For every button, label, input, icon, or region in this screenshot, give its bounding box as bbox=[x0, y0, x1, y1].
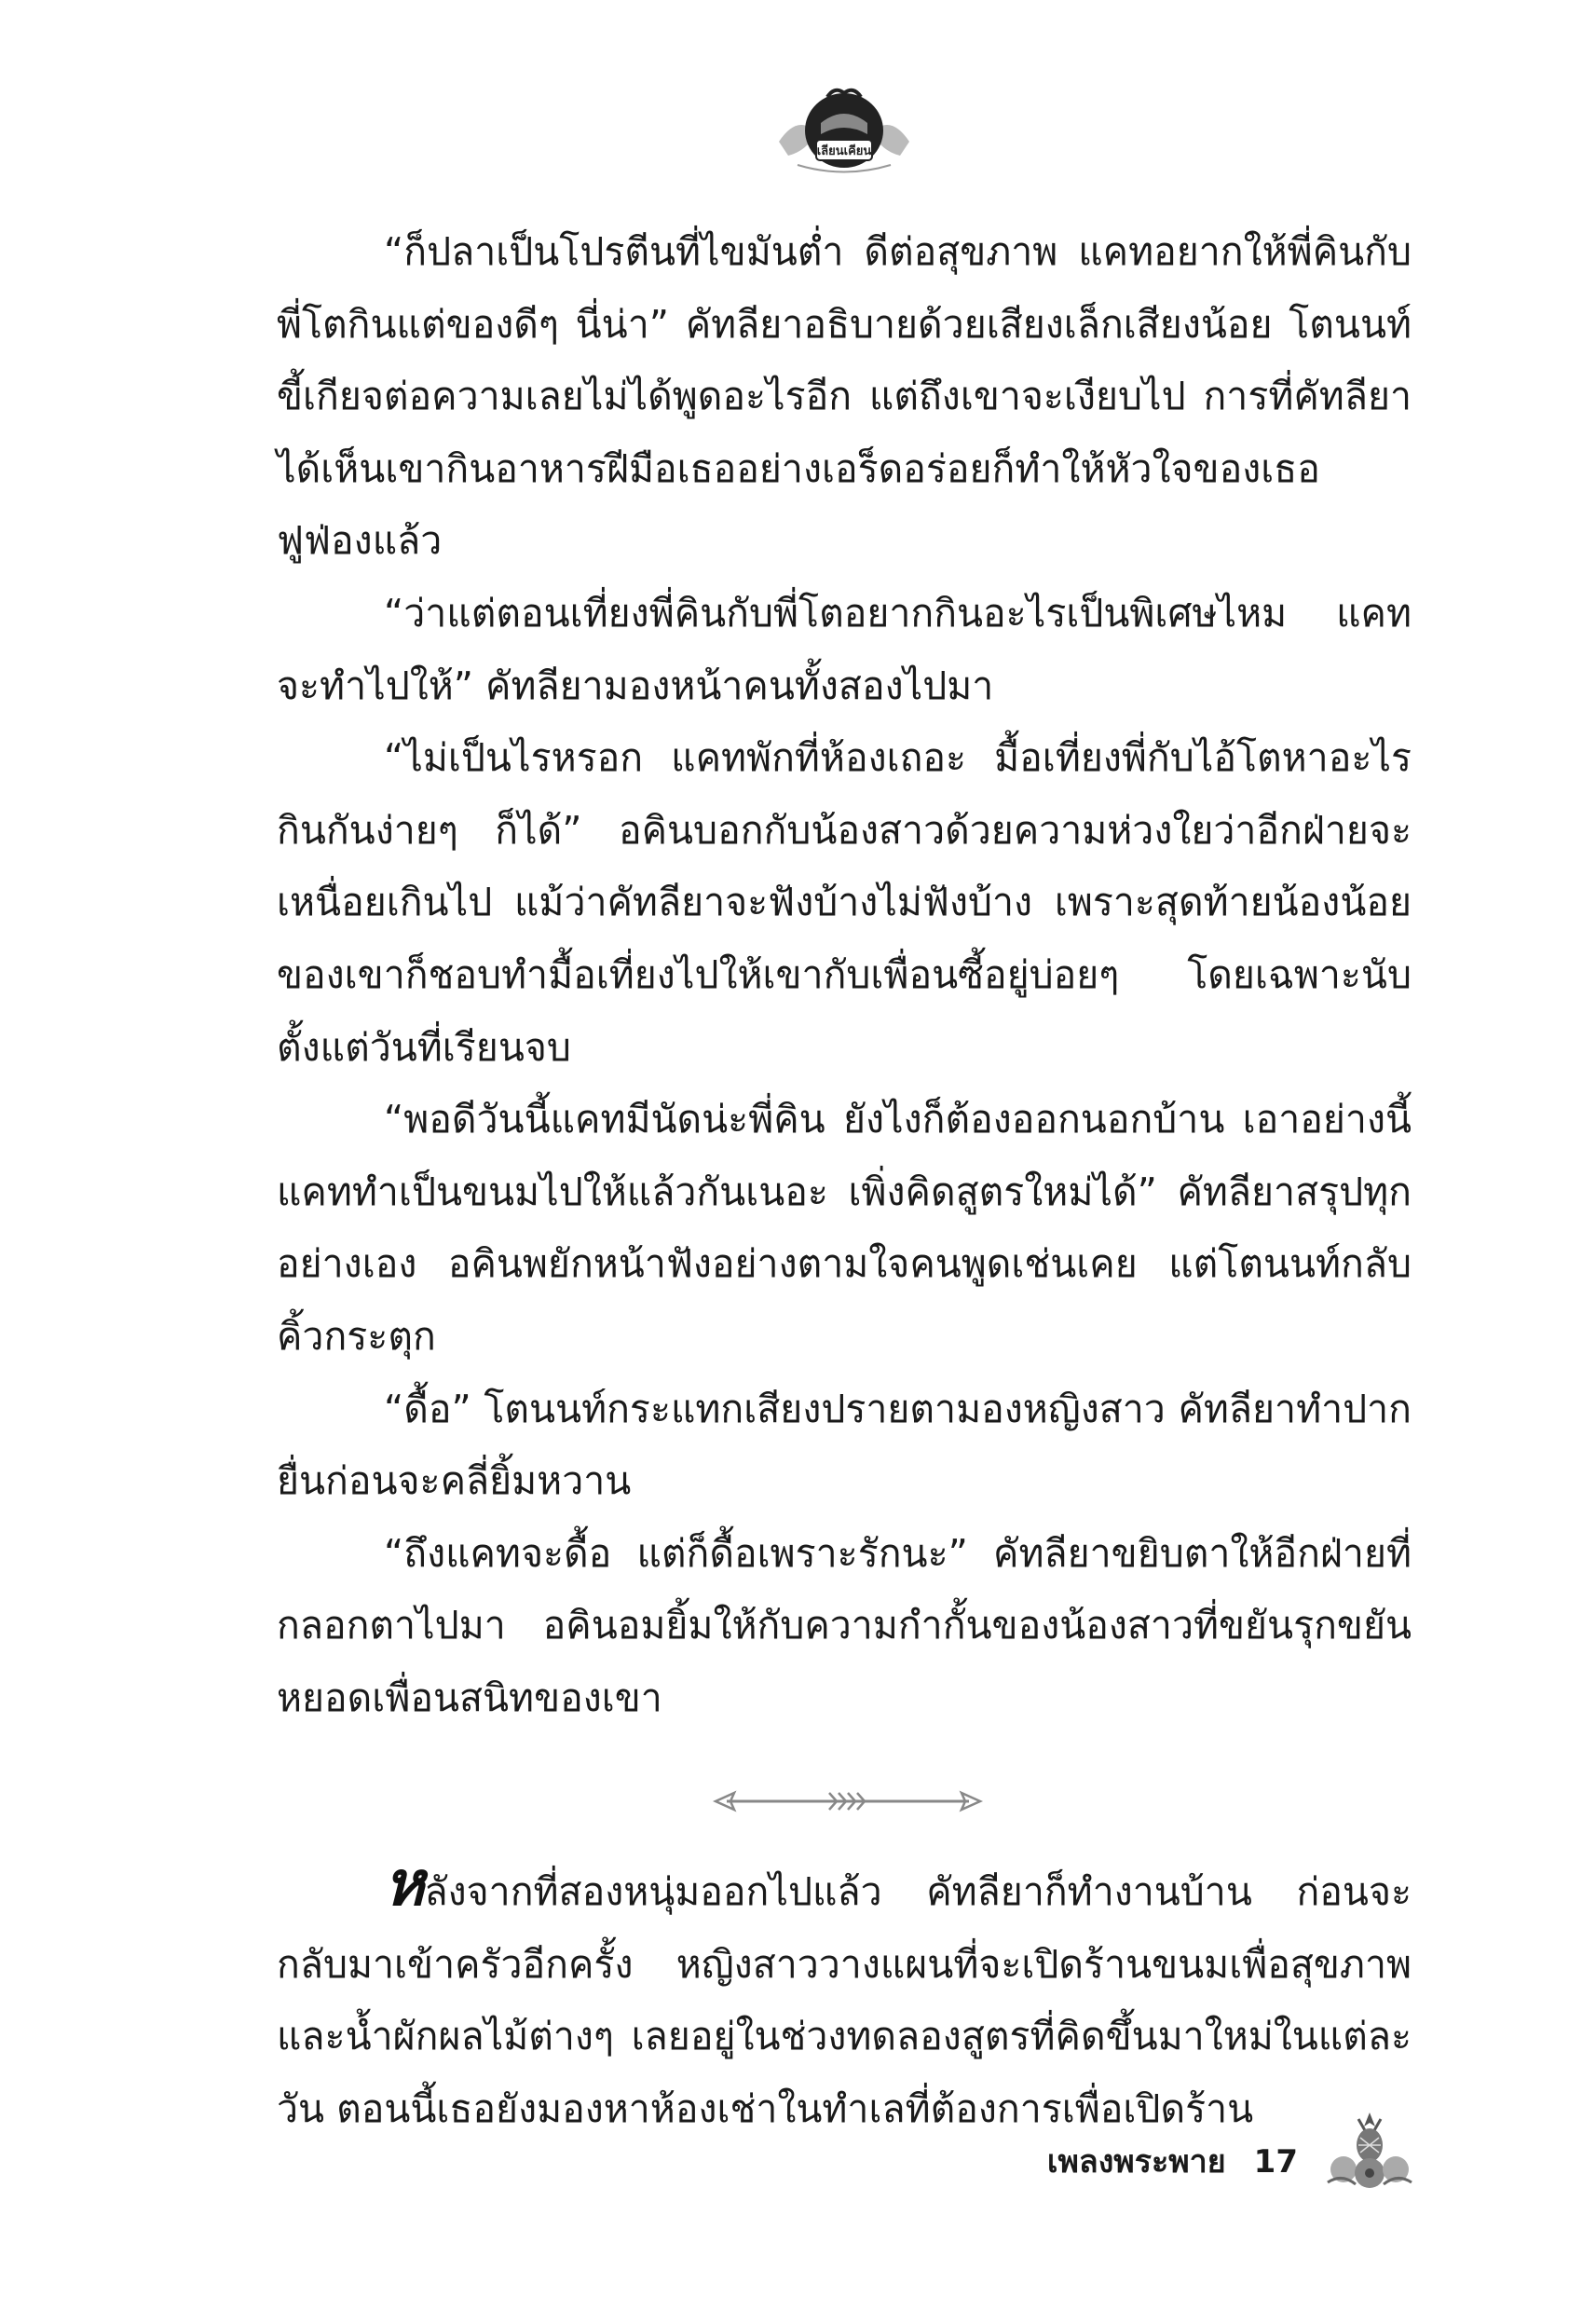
section-2-text bbox=[277, 1847, 1412, 2145]
paragraph-5: “ดื้อ” โตนนท์กระแทกเสียงปรายตามองหญิงสาว คัทลียาทำปากยื่นก่อนจะคลี่ยิ้มหวาน bbox=[277, 1386, 1412, 1504]
drop-cap: ห bbox=[384, 1847, 425, 1920]
paragraph-6: “ถึงแคทจะดื้อ แต่ก็ดื้อเพราะรักนะ” คัทลียาขยิบตาให้อีกฝ่ายที่กลอกตาไปมา อคินอมยิ้มให้กับความกำกั้นของน้องสาวที่ขยันรุกขยันหยอดเพื่อนสนิทของเขา bbox=[277, 1530, 1412, 1720]
page-number: 17 bbox=[1253, 2143, 1298, 2181]
book-title: เพลงพระพาย bbox=[1046, 2143, 1226, 2181]
section-2-paragraph bbox=[277, 1847, 1412, 2145]
paragraph-4: “พอดีวันนี้แคทมีนัดน่ะพี่คิน ยังไงก็ต้องออกนอกบ้าน เอาอย่างนี้แคททำเป็นขนมไปให้แล้วกันเนอะ เพิ่งคิดสูตรใหม่ได้” คัทลียาสรุปทุกอย่างเอง อคินพยักหน้าฟังอย่างตามใจคนพูดเช่นเคย แต่โตนนท์กลับคิ้วกระตุก bbox=[277, 1097, 1412, 1359]
logo-text: เลียนเคียน bbox=[816, 144, 872, 158]
paragraph-1: “ก็ปลาเป็นโปรตีนที่ไขมันต่ำ ดีต่อสุขภาพ แคทอยากให้พี่คินกับพี่โตกินแต่ของดีๆ นี่น่า” คัทลียาอธิบายด้วยเสียงเล็กเสียงน้อย โตนนท์ขี้เกียจต่อความเลยไม่ได้พูดอะไรอีก แต่ถึงเขาจะเงียบไป การที่คัทลียาได้เห็นเขากินอาหารฝีมือเธออย่างเอร็ดอร่อยก็ทำให้หัวใจของเธอฟูฟ่องแล้ว bbox=[277, 229, 1412, 564]
arrow-divider-icon bbox=[708, 1785, 988, 1817]
paragraph-2: “ว่าแต่ตอนเที่ยงพี่คินกับพี่โตอยากกินอะไรเป็นพิเศษไหม แคทจะทำไปให้” คัทลียามองหน้าคนทั้งสองไปมา bbox=[277, 590, 1412, 708]
page-footer bbox=[1047, 2136, 1298, 2186]
paragraph-3: “ไม่เป็นไรหรอก แคทพักที่ห้องเถอะ มื้อเที่ยงพี่กับไอ้โตหาอะไรกินกันง่ายๆ ก็ได้” อคินบอกกับน้องสาวด้วยความห่วงใยว่าอีกฝ่ายจะเหนื่อยเกินไป แม้ว่าคัทลียาจะฟังบ้างไม่ฟังบ้าง เพราะสุดท้ายน้องน้อยของเขาก็ชอบทำมื้อเที่ยงไปให้เขากับเพื่อนซี้อยู่บ่อยๆ โดยเฉพาะนับตั้งแต่วันที่เรียนจบ bbox=[277, 735, 1412, 1070]
book-crest-icon bbox=[770, 76, 919, 179]
pineapple-flower-icon bbox=[1323, 2108, 1416, 2192]
section-1-text bbox=[277, 216, 1412, 1734]
section-2-body: ลังจากที่สองหนุ่มออกไปแล้ว คัทลียาก็ทำงานบ้าน ก่อนจะกลับมาเข้าครัวอีกครั้ง หญิงสาววางแผนที่จะเปิดร้านขนมเพื่อสุขภาพและน้ำผักผลไม้ต่างๆ เลยอยู่ในช่วงทดลองสูตรที่คิดขึ้นมาใหม่ในแต่ละวัน ตอนนี้เธอยังมองหาห้องเช่าในทำเลที่ต้องการเพื่อเปิดร้าน bbox=[277, 1869, 1412, 2131]
